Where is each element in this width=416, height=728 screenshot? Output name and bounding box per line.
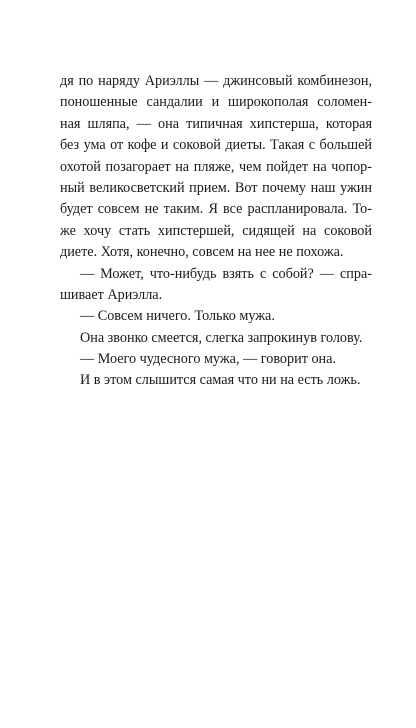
text-line: — Совсем ничего. Только мужа.	[80, 308, 275, 325]
text-line: Она звонко смеется, слегка запрокинув голову.	[80, 329, 363, 346]
text-line: диете. Хотя, конечно, совсем на нее не похожа.	[60, 244, 344, 261]
text-line: же хочу стать хипстершей, сидящей на соковой	[60, 222, 372, 239]
text-line: ный великосветский прием. Вот почему наш ужин	[60, 179, 372, 196]
text-line: — Моего чудесного мужа, — говорит она.	[80, 351, 336, 368]
body-text	[60, 71, 372, 392]
text-line: шивает Ариэлла.	[60, 286, 163, 303]
text-line: — Может, что-нибудь взять с собой? — спра-	[80, 265, 372, 282]
text-line: И в этом слышится самая что ни на есть ложь.	[80, 372, 361, 389]
text-line: без ума от кофе и соковой диеты. Такая с большей	[60, 137, 372, 154]
text-line: поношенные сандалии и широкополая соломен-	[60, 94, 372, 111]
text-line: ная шляпа, — она типичная хипстерша, которая	[60, 115, 372, 132]
text-line: дя по наряду Ариэллы — джинсовый комбинезон,	[60, 73, 372, 89]
text-line: будет совсем не таким. Я все распланировала. То-	[60, 201, 372, 218]
text-line: охотой позагорает на пляже, чем пойдет на чопор-	[60, 158, 372, 175]
